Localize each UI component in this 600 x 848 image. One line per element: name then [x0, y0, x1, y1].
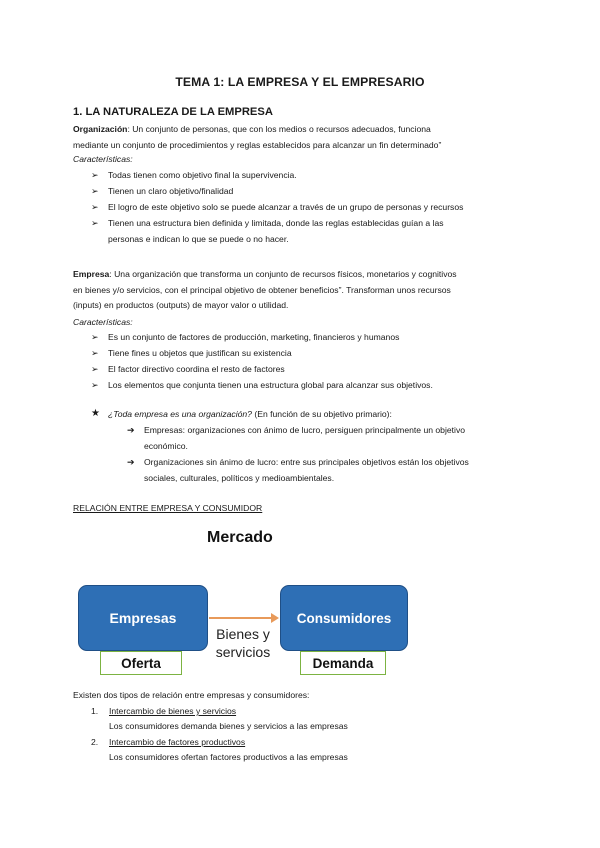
flow-arrow-icon [207, 611, 281, 625]
empresa-term: Empresa [73, 269, 110, 279]
empresa-definition: Empresa: Una organización que transforma un conjunto de recursos físicos, monetarios y cognitivos en bienes y/o servicios, con el principal objetivo de obtener beneficios”. Transforman unos recursos (inputs) en productos (outputs) de mayor valor o utilidad. [73, 269, 457, 311]
arrow-bullet-icon: ➢ [91, 364, 99, 374]
list-item: ➢ El logro de este objetivo solo se puede alcanzar a través de un grupo de personas y recursos [91, 200, 531, 216]
list-number: 1. [91, 706, 99, 716]
question-line: ¿Toda empresa es una organización? (En función de su objetivo primario): [108, 409, 392, 419]
section-heading: 1. LA NATURALEZA DE LA EMPRESA [73, 106, 273, 118]
list-item: ➢ Tiene fines u objetos que justifican su existencia [91, 346, 531, 362]
arrow-bullet-icon: ➢ [91, 332, 99, 342]
organizacion-definition: Organización: Un conjunto de personas, que con los medios o recursos adecuados, funciona mediante un conjunto de procedimientos y reglas establecidos para alcanzar un fin determinado” [73, 124, 442, 150]
empresas-box: Empresas [78, 585, 208, 651]
relacion-intro: Existen dos tipos de relación entre empresas y consumidores: [73, 690, 310, 700]
list-item: ➢ Es un conjunto de factores de producción, marketing, financieros y humanos [91, 330, 531, 346]
list-item: ➢ Tienen un claro objetivo/finalidad [91, 184, 531, 200]
mercado-label: Mercado [207, 529, 273, 546]
list-item-desc: Los consumidores demanda bienes y servicios a las empresas [109, 721, 348, 731]
star-icon: ★ [91, 408, 100, 419]
market-diagram [73, 517, 408, 682]
list-item: ➢ Todas tienen como objetivo final la supervivencia. [91, 168, 531, 184]
list-item: ➢ Tienen una estructura bien definida y limitada, donde las reglas establecidas guían a las personas e indican lo que se puede o no hacer. [91, 218, 444, 244]
list-item: ➔ Empresas: organizaciones con ánimo de lucro, persiguen principalmente un objetivo económico. [127, 425, 466, 451]
list-item-desc: Los consumidores ofertan factores productivos a las empresas [109, 752, 348, 762]
oferta-box: Oferta [100, 651, 182, 675]
list-item: ➔ Organizaciones sin ánimo de lucro: entre sus principales objetivos están los objetivos sociales, culturales, políticos y medioambientales. [127, 457, 469, 483]
arrow-bullet-icon: ➢ [91, 170, 99, 180]
demanda-box: Demanda [300, 651, 386, 675]
arrow-bullet-icon: ➢ [91, 348, 99, 358]
page-title: TEMA 1: LA EMPRESA Y EL EMPRESARIO [175, 75, 425, 89]
bienes-servicios-label: Bienes y servicios [215, 626, 271, 660]
arrow-bullet-icon: ➢ [91, 218, 99, 228]
list-item-title: Intercambio de factores productivos [109, 737, 246, 747]
caracteristicas-label: Características: [73, 154, 133, 164]
list-item-title: Intercambio de bienes y servicios [109, 706, 237, 716]
right-arrow-icon: ➔ [127, 457, 135, 467]
arrow-bullet-icon: ➢ [91, 380, 99, 390]
caracteristicas-label: Características: [73, 317, 133, 327]
consumidores-box: Consumidores [280, 585, 408, 651]
list-item: ➢ El factor directivo coordina el resto de factores [91, 362, 531, 378]
arrow-bullet-icon: ➢ [91, 202, 99, 212]
list-item: ➢ Los elementos que conjunta tienen una estructura global para alcanzar sus objetivos. [91, 378, 531, 394]
organizacion-term: Organización [73, 124, 128, 134]
arrow-bullet-icon: ➢ [91, 186, 99, 196]
list-number: 2. [91, 737, 99, 747]
right-arrow-icon: ➔ [127, 425, 135, 435]
relacion-heading: RELACIÓN ENTRE EMPRESA Y CONSUMIDOR [73, 503, 263, 513]
